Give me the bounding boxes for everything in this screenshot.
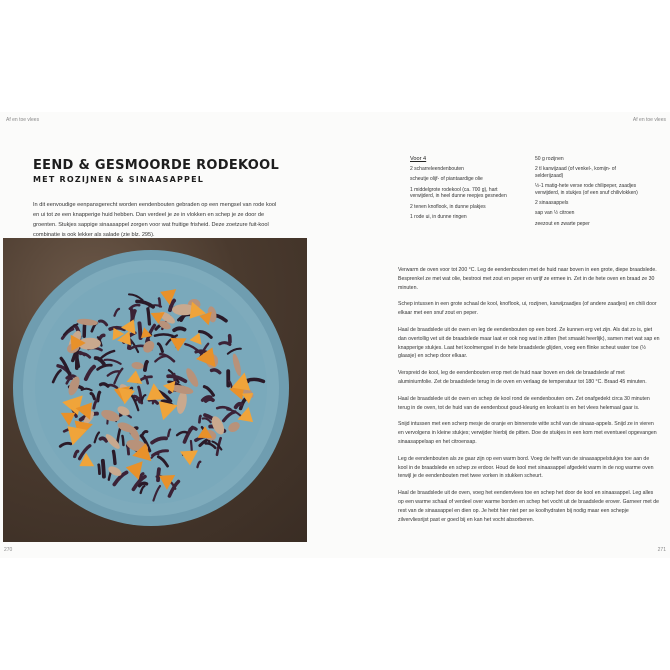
page-number-right: 271 bbox=[657, 547, 666, 553]
running-header-left: Af en toe vlees bbox=[6, 117, 40, 123]
cabbage-strand bbox=[220, 343, 230, 345]
ingredient: scheutje olijf- of piantaardige olie bbox=[410, 176, 483, 183]
ingredient: 50 g rozijnen bbox=[535, 156, 564, 162]
ingredient: 2 tenen knoflook, in dunne plakjes bbox=[410, 203, 486, 210]
plate-illustration bbox=[3, 238, 307, 542]
ingredients-list-right bbox=[535, 156, 645, 231]
cabbage-strand bbox=[206, 399, 213, 401]
ingredient: zeezout en zwarte peper bbox=[535, 220, 590, 227]
cabbage-strand bbox=[113, 451, 115, 463]
method-paragraph: Snijd intussen met een scherp mesje de oranje en binnenste witte schil van de sinaas-appels. Snijd ze in vieren en vervolgens in kleine stukjes; verwijder hierbij de pitten. Doe de stukjes in een kom met eventueel opgevangen sinaasappelsap en het citroensap. bbox=[398, 421, 657, 445]
recipe-subtitle: MET ROZIJNEN & SINAASAPPEL bbox=[33, 175, 205, 184]
cabbage-strand bbox=[247, 379, 263, 381]
ingredient: 1 rode ui, in dunne ringen bbox=[410, 214, 467, 221]
ingredient: 2 sinaasappels bbox=[535, 200, 569, 207]
method-paragraph: Verspreid de kool, leg de eendenbouten erop met de huid naar boven en dek de braadslede af met aluminiumfolie. Zet de braadslede terug in de oven en verlaag de temperatuur tot 180 °C. Braad 45 minuten. bbox=[398, 370, 647, 385]
cabbage-strand bbox=[158, 469, 159, 480]
cabbage-strand bbox=[174, 328, 184, 330]
method-steps bbox=[398, 266, 660, 532]
ingredient: sap van ½ citroen bbox=[535, 210, 575, 217]
cabbage-strand bbox=[145, 362, 147, 370]
method-paragraph: Verwarm de oven voor tot 200 °C. Leg de eendenbouten met de huid naar boven in een grote, diepe braadslede. Besprenkel ze met wat olie, bestrooi met zout en peper en wrijf ze ermee in. Zet in de hete oven en braad ze 30 minuten. bbox=[398, 267, 657, 291]
cabbage-strand bbox=[148, 309, 150, 324]
cabbage-strand bbox=[122, 436, 123, 445]
ingredients-list-left bbox=[410, 166, 522, 224]
page-number-left: 270 bbox=[4, 547, 13, 553]
method-paragraph: Leg de eendenbouten als ze gaar zijn op een warm bord. Voeg de helft van de sinaasappelstukjes toe aan de kool in de braadslede en schep ze erdoor. Houd de kool met sinaasappel afgedekt warm in de nog warme oven terwijl je de eendenbouten met twee vorken in stukken scheurt. bbox=[398, 455, 654, 480]
recipe-intro: In dit eenvoudige eenpansgerecht worden eendenbouten gebraden op een mengsel van rode kool en ui tot ze een knapperige huid hebben. Dan verdeel je ze in vlokken en schep je ze door de groenten. Stukjes sappige sinaasappel zorgen voor wat fruitige frisheid. Deze zoetzure fuit-kool combinatie is ook lekker als salade (zie blz. 295). bbox=[33, 202, 277, 238]
dish-photo bbox=[3, 238, 307, 542]
cabbage-strand bbox=[103, 461, 104, 477]
running-header-right: Af en toe vlees bbox=[632, 117, 666, 123]
recipe-title: EEND & GESMOORDE RODEKOOL bbox=[33, 158, 280, 173]
ingredient: ½-1 matig-hete verse rode chilipeper, zaadjes verwijderd, in stukjes (of een snuf chilivlokken) bbox=[535, 183, 638, 196]
cabbage-strand bbox=[199, 416, 200, 422]
cabbage-strand bbox=[99, 465, 100, 474]
cabbage-strand bbox=[190, 428, 196, 430]
ingredient: 2 scharreleendenbouten bbox=[410, 166, 464, 172]
method-paragraph: Schep intussen in een grote schaal de kool, knoflook, ui, rozijnen, karwijzaadjes (of andere zaadjes) en chili door elkaar met een snuf zout en peper. bbox=[398, 301, 657, 317]
ingredient: 2 tl karwijzaad (of venkel-, komijn- of selderijzaad) bbox=[535, 166, 616, 179]
ingredient: 1 middelgrote rodekool (ca. 700 g), hart verwijderd, in heel dunne reepjes gesneden bbox=[410, 186, 507, 200]
method-paragraph: Haal de braadslede uit de oven en leg de eendenbouten op een bord. Ze kunnen erg vet zijn. Als dat zo is, giet dan overtollig vet uit de braadslede maar laat er ook nog wat in zitten (het smaakt heerlijk), samen met wat sap en knapperige stukjes. Laat het koolmengsel in de hete braadslede glijden, voeg een flinke scheut water toe (½ glaasje) en schep door elkaar. bbox=[398, 326, 660, 360]
method-paragraph: Haal de braadslede uit de oven, voeg het eendenvlees toe en schep het door de kool en sinaasappel. Leg alles op een warme schaal of verdeel over warme borden en schep het vocht uit de braadslede erover. Garneer met de rest van de sinaasappel en dien op. Je hebt hier niet per se koolhydraten bij nodig maar een schepje zilvervliesrijst past er goed bij en kan het vocht absorberen. bbox=[398, 490, 659, 523]
cabbage-strand bbox=[139, 323, 140, 338]
servings: Voor 4 bbox=[410, 156, 427, 162]
method-paragraph: Haal de braadslede uit de oven en schep de kool rond de eendenbouten om. Zet onafgedekt circa 30 minuten terug in de oven, tot de huid van de eendenbout goud-kleurig en krokant is en het vlees helemaal gaar is. bbox=[398, 395, 650, 411]
cabbage-strand bbox=[98, 392, 100, 400]
